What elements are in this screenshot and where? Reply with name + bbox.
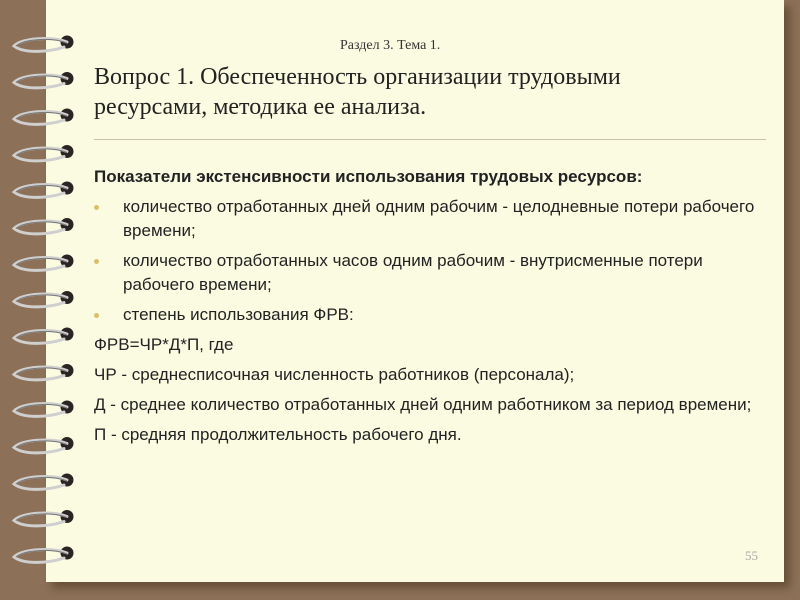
bullet-item (94, 195, 766, 243)
bullet-text: степень использования ФРВ: (123, 305, 354, 324)
spiral-ring (14, 547, 74, 563)
page-number: 55 (745, 548, 758, 563)
spiral-ring (14, 364, 74, 380)
spiral-ring (14, 72, 74, 88)
spiral-binding-decoration (0, 0, 90, 600)
definition-line: П - средняя продолжительность рабочего дня. (94, 425, 462, 444)
spiral-ring (14, 218, 74, 234)
definition-line: ЧР - среднесписочная численность работников (персонала); (94, 365, 575, 384)
bullet-dot-icon (94, 205, 99, 210)
bullet-item (94, 249, 766, 297)
formula-line: ФРВ=ЧР*Д*П, где (94, 335, 234, 354)
spiral-ring (14, 291, 74, 307)
spiral-ring (14, 255, 74, 271)
spiral-ring (14, 474, 74, 490)
spiral-ring (14, 437, 74, 453)
bullet-item (94, 303, 766, 327)
definition-line: Д - среднее количество отработанных дней одним работником за период времени; (94, 395, 752, 414)
spiral-ring (14, 328, 74, 344)
spiral-ring (14, 145, 74, 161)
spiral-ring (14, 182, 74, 198)
slide-content (94, 165, 766, 453)
section-label: Раздел 3. Тема 1. (340, 38, 441, 53)
spiral-ring (14, 401, 74, 417)
spiral-ring (14, 109, 74, 125)
bullet-dot-icon (94, 313, 99, 318)
indicators-heading: Показатели экстенсивности использования трудовых ресурсов: (94, 167, 643, 186)
spiral-ring (14, 36, 74, 52)
bullet-text: количество отработанных часов одним рабочим - внутрисменные потери рабочего времени; (123, 251, 703, 294)
bullet-dot-icon (94, 259, 99, 264)
bullet-text: количество отработанных дней одним рабочим - целодневные потери рабочего времени; (123, 197, 755, 240)
slide-title: Вопрос 1. Обеспеченность организации трудовыми ресурсами, методика ее анализа. (94, 64, 621, 120)
spiral-ring (14, 510, 74, 526)
title-divider (94, 139, 766, 140)
